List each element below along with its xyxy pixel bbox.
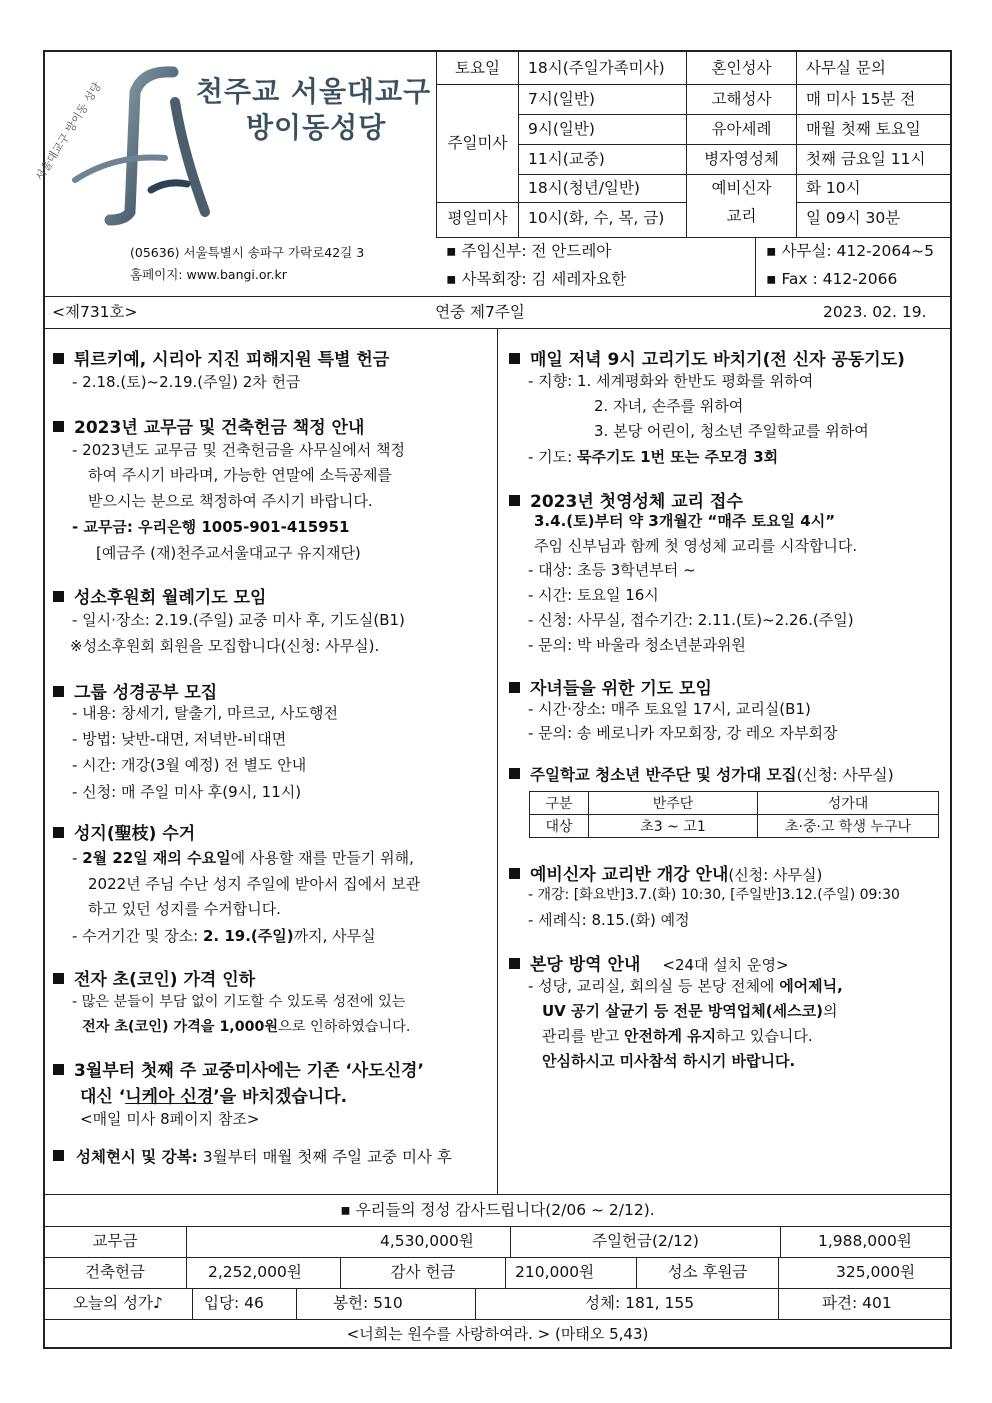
bible-study-line3: - 시간: 개강(3월 예정) 전 별도 안내 xyxy=(72,756,307,774)
coin-price-title: 전자 초(코인) 가격 인하 xyxy=(74,970,256,990)
table-header: 구분 xyxy=(530,792,589,815)
bullet-square-icon xyxy=(509,958,520,969)
table-header: 반주단 xyxy=(589,792,758,815)
creed-title-part1: 대신 ‘ xyxy=(80,1087,126,1107)
children-prayer-line1: - 시간·장소: 매주 토요일 17시, 교리실(B1) xyxy=(528,700,811,718)
hymn-offertory: 봉헌: 510 xyxy=(333,1294,403,1312)
catechumen-label-2: 교리 xyxy=(726,207,757,225)
quarantine-line4: 안심하시고 미사참석 하시기 바랍니다. xyxy=(542,1052,796,1070)
bible-study-line1: - 내용: 창세기, 탈출기, 마르코, 사도행전 xyxy=(72,704,338,722)
fax-number: Fax : 412-2066 xyxy=(781,270,898,288)
coin-price-value: 1,000원 xyxy=(219,1019,279,1035)
hymn-entrance: 입당: 46 xyxy=(204,1294,264,1312)
first-communion-line4: - 문의: 박 바울라 청소년분과위원 xyxy=(528,636,746,654)
parish-name-line2: 방이동성당 xyxy=(246,111,387,144)
hymn-dismissal: 파견: 401 xyxy=(822,1294,892,1312)
coin-price-line1: - 많은 분들이 부담 없이 기도할 수 있도록 성전에 있는 xyxy=(72,994,406,1010)
logo-circular-text: 서울대교구 방이동 성당 xyxy=(33,80,105,184)
creed-title-part3: ’을 바치겠습니다. xyxy=(213,1087,348,1107)
quarantine-line2-suffix: 의 xyxy=(822,1002,838,1020)
palm-line1-rest: 에 사용할 재를 만들기 위해, xyxy=(230,849,414,867)
weekday-time: 10시(화, 수, 목, 금) xyxy=(528,209,665,227)
sacrament-label-4: 병자영성체 xyxy=(704,150,779,168)
sunday-time-2: 9시(일반) xyxy=(528,120,595,138)
council-president: 사목회장: 김 세레자요한 xyxy=(461,270,627,288)
bible-study-title: 그룹 성경공부 모집 xyxy=(74,683,218,703)
quarantine-line1: - 성당, 교리실, 회의실 등 본당 전체에 xyxy=(528,977,780,995)
vocation-prayer-title: 성소후원회 월례기도 모임 xyxy=(74,588,267,608)
catechumen-class-line2: - 세례식: 8.15.(화) 예정 xyxy=(528,911,690,929)
table-cell: 초·중·고 학생 누구나 xyxy=(758,815,939,838)
sacrament-label-2: 고해성사 xyxy=(711,90,772,108)
issue-date: 2023. 02. 19. xyxy=(823,303,927,321)
chain-prayer-label: - 기도: xyxy=(528,448,577,466)
bullet-square-icon xyxy=(509,868,520,879)
parish-name-line1: 천주교 서울대교구 xyxy=(196,75,432,108)
coin-price-label: 전자 초(코인) 가격을 xyxy=(82,1019,220,1035)
hymn-label: 오늘의 성가♪ xyxy=(73,1294,163,1312)
tithe-account: - 교무금: 우리은행 1005-901-415951 xyxy=(72,518,350,536)
children-prayer-line2: - 문의: 송 베로니카 자모회장, 강 레오 자부회장 xyxy=(528,724,838,742)
parish-homepage: 홈페이지: www.bangi.or.kr xyxy=(130,267,287,282)
coin-price-rest: 으로 인하하였습니다. xyxy=(278,1019,411,1035)
sunday-mass-label: 주일미사 xyxy=(447,134,508,152)
bullet-square-icon xyxy=(53,1064,64,1075)
vocation-prayer-line1: - 일시·장소: 2.19.(주일) 교중 미사 후, 기도실(B1) xyxy=(72,611,405,629)
chain-prayer-title: 매일 저녁 9시 고리기도 바치기(전 신자 공동기도) xyxy=(530,350,905,370)
parish-address: (05636) 서울특별시 송파구 가락로42길 3 xyxy=(130,245,365,260)
tithe-value: 4,530,000원 xyxy=(380,1232,474,1250)
first-communion-line1: - 대상: 초등 3학년부터 ~ xyxy=(528,561,696,579)
sacrament-value-1: 사무실 문의 xyxy=(806,59,886,77)
first-communion-line3: - 신청: 사무실, 접수기간: 2.11.(토)~2.26.(주일) xyxy=(528,611,854,629)
palm-collection-title: 성지(聖枝) 수거 xyxy=(74,824,196,844)
bullet-square-icon xyxy=(53,591,64,602)
adoration-title: 성체현시 및 강복: xyxy=(76,1148,198,1166)
bullet-square-icon xyxy=(509,495,520,506)
bible-study-line4: - 신청: 매 주일 미사 후(9시, 11시) xyxy=(72,783,302,801)
saturday-time: 18시(주일가족미사) xyxy=(528,59,665,77)
weekday-mass-label: 평일미사 xyxy=(447,209,508,227)
sunday-offering-label: 주일헌금(2/12) xyxy=(592,1232,699,1250)
earthquake-offering-date: - 2.18.(토)~2.19.(주일) 2차 헌금 xyxy=(72,373,301,391)
catechumen-class-note: (신청: 사무실) xyxy=(728,866,823,884)
quarantine-line3-b: 안전하게 유지 xyxy=(624,1027,717,1045)
quarantine-line3-c: 하고 있습니다. xyxy=(716,1027,813,1045)
vocation-fund-label: 성소 후원금 xyxy=(667,1263,748,1281)
palm-collection-line3: 하고 있던 성지를 수거합니다. xyxy=(88,900,281,918)
bullet-square-icon xyxy=(509,682,520,693)
ash-wednesday-date: 2월 22일 재의 수요일 xyxy=(82,849,231,867)
chain-prayer-content: 묵주기도 1번 또는 주모경 3회 xyxy=(576,448,779,466)
first-communion-title: 2023년 첫영성체 교리 접수 xyxy=(530,492,743,512)
bullet-square-icon xyxy=(509,353,520,364)
pastor: 주임신부: 전 안드레아 xyxy=(461,242,612,260)
palm-line4-prefix: - 수거기간 및 장소: xyxy=(72,927,203,945)
tithe-notice-line2: 하여 주시기 바라며, 가능한 연말에 소득공제를 xyxy=(88,466,392,484)
chain-prayer-intent1: - 지향: 1. 세계평화와 한반도 평화를 위하여 xyxy=(528,372,814,390)
catechumen-time-2: 일 09시 30분 xyxy=(806,209,901,227)
table-header: 성가대 xyxy=(758,792,939,815)
tithe-notice-line1: - 2023년도 교무금 및 건축헌금을 사무실에서 책정 xyxy=(72,441,406,459)
offering-title: ▪ 우리들의 정성 감사드립니다(2/06 ~ 2/12). xyxy=(340,1201,655,1219)
first-communion-line2: - 시간: 토요일 16시 xyxy=(528,586,659,604)
table-cell: 대상 xyxy=(530,815,589,838)
nicene-creed: 니케아 신경 xyxy=(125,1087,214,1107)
sunday-time-4: 18시(청년/일반) xyxy=(528,179,640,197)
bullet-square-icon xyxy=(53,973,64,984)
palm-line1-dash: - xyxy=(72,849,83,867)
creed-notice-title: 3월부터 첫째 주 교중미사에는 기존 ‘사도신경’ xyxy=(74,1061,424,1081)
sunday-time-3: 11시(교중) xyxy=(528,150,605,168)
palm-deadline: 2. 19.(주일) xyxy=(202,927,294,945)
quarantine-line3-a: 관리를 받고 xyxy=(542,1027,624,1045)
vocation-prayer-line2: ※성소후원회 회원을 모집합니다(신청: 사무실). xyxy=(70,637,380,655)
vocation-fund-value: 325,000원 xyxy=(836,1263,916,1281)
building-fund-label: 건축헌금 xyxy=(85,1263,145,1281)
footer-quote: <너희는 원수를 사랑하여라. > (마태오 5,43) xyxy=(346,1325,649,1343)
catechumen-class-line1: - 개강: [화요반]3.7.(화) 10:30, [주일반]3.12.(주일) 09:30 xyxy=(528,887,900,903)
aerzenic-brand: 에어제닉, xyxy=(779,977,843,995)
sacrament-value-4: 첫째 금요일 11시 xyxy=(806,150,926,168)
choir-recruit-title: 주일학교 청소년 반주단 및 성가대 모집 xyxy=(530,766,797,784)
tithe-notice-title: 2023년 교무금 및 건축헌금 책정 안내 xyxy=(74,418,365,438)
bullet-square-icon xyxy=(53,827,64,838)
bullet-square-icon xyxy=(53,353,64,364)
earthquake-offering-title: 튀르키예, 시리아 지진 피해지원 특별 헌금 xyxy=(74,350,390,370)
chain-prayer-intent2: 2. 자녀, 손주를 위하여 xyxy=(594,397,744,415)
building-fund-value: 2,252,000원 xyxy=(208,1263,302,1281)
saturday-label: 토요일 xyxy=(455,59,500,77)
first-communion-desc: 주임 신부님과 함께 첫 영성체 교리를 시작합니다. xyxy=(534,537,858,555)
thanks-offering-label: 감사 헌금 xyxy=(390,1263,456,1281)
palm-line4-rest: 까지, 사무실 xyxy=(293,927,376,945)
bullet-square-icon xyxy=(53,421,64,432)
bullet-square-icon xyxy=(53,686,64,697)
hymn-communion: 성체: 181, 155 xyxy=(585,1294,695,1312)
sacrament-value-3: 매월 첫째 토요일 xyxy=(806,120,921,138)
issue-number: <제731호> xyxy=(52,303,138,321)
thanks-offering-value: 210,000원 xyxy=(515,1263,595,1281)
choir-recruit-note: (신청: 사무실) xyxy=(796,766,894,784)
bullet-square-icon xyxy=(509,768,520,779)
quarantine-line2: UV 공기 살균기 등 전문 방역업체(세스코) xyxy=(542,1002,823,1020)
office-phone: 사무실: 412-2064~5 xyxy=(781,242,934,260)
first-communion-schedule: 3.4.(토)부터 약 3개월간 “매주 토요일 4시” xyxy=(534,512,836,530)
bullet-square-icon xyxy=(53,1150,64,1161)
tithe-label: 교무금 xyxy=(92,1232,138,1250)
children-prayer-title: 자녀들을 위한 기도 모임 xyxy=(530,679,712,699)
tithe-notice-line3: 받으시는 분으로 책정하여 주시기 바랍니다. xyxy=(88,492,373,510)
sacrament-label-1: 혼인성사 xyxy=(711,59,772,77)
sunday-time-1: 7시(일반) xyxy=(528,90,595,108)
catechumen-time-1: 화 10시 xyxy=(806,179,861,197)
bible-study-line2: - 방법: 낮반-대면, 저녁반-비대면 xyxy=(72,730,287,748)
sacrament-value-2: 매 미사 15분 전 xyxy=(806,90,916,108)
adoration-schedule: 3월부터 매월 첫째 주일 교중 미사 후 xyxy=(197,1148,452,1166)
sunday-offering-value: 1,988,000원 xyxy=(818,1232,912,1250)
creed-reference: <매일 미사 8페이지 참조> xyxy=(80,1110,260,1128)
tithe-account-holder: [예금주 (재)천주교서울대교구 유지재단) xyxy=(96,544,361,562)
issue-title: 연중 제7주일 xyxy=(435,303,525,321)
palm-collection-line2: 2022년 주님 수난 성지 주일에 받아서 집에서 보관 xyxy=(88,875,421,893)
catechumen-class-title: 예비신자 교리반 개강 안내 xyxy=(530,865,729,885)
quarantine-title: 본당 방역 안내 xyxy=(530,955,641,975)
table-cell: 초3 ~ 고1 xyxy=(589,815,758,838)
catechumen-label-1: 예비신자 xyxy=(711,179,772,197)
sacrament-label-3: 유아세례 xyxy=(711,120,772,138)
quarantine-note: <24대 설치 운영> xyxy=(662,956,789,974)
choir-recruit-table xyxy=(529,791,939,838)
chain-prayer-intent3: 3. 본당 어린이, 청소년 주일학교를 위하여 xyxy=(594,422,869,440)
